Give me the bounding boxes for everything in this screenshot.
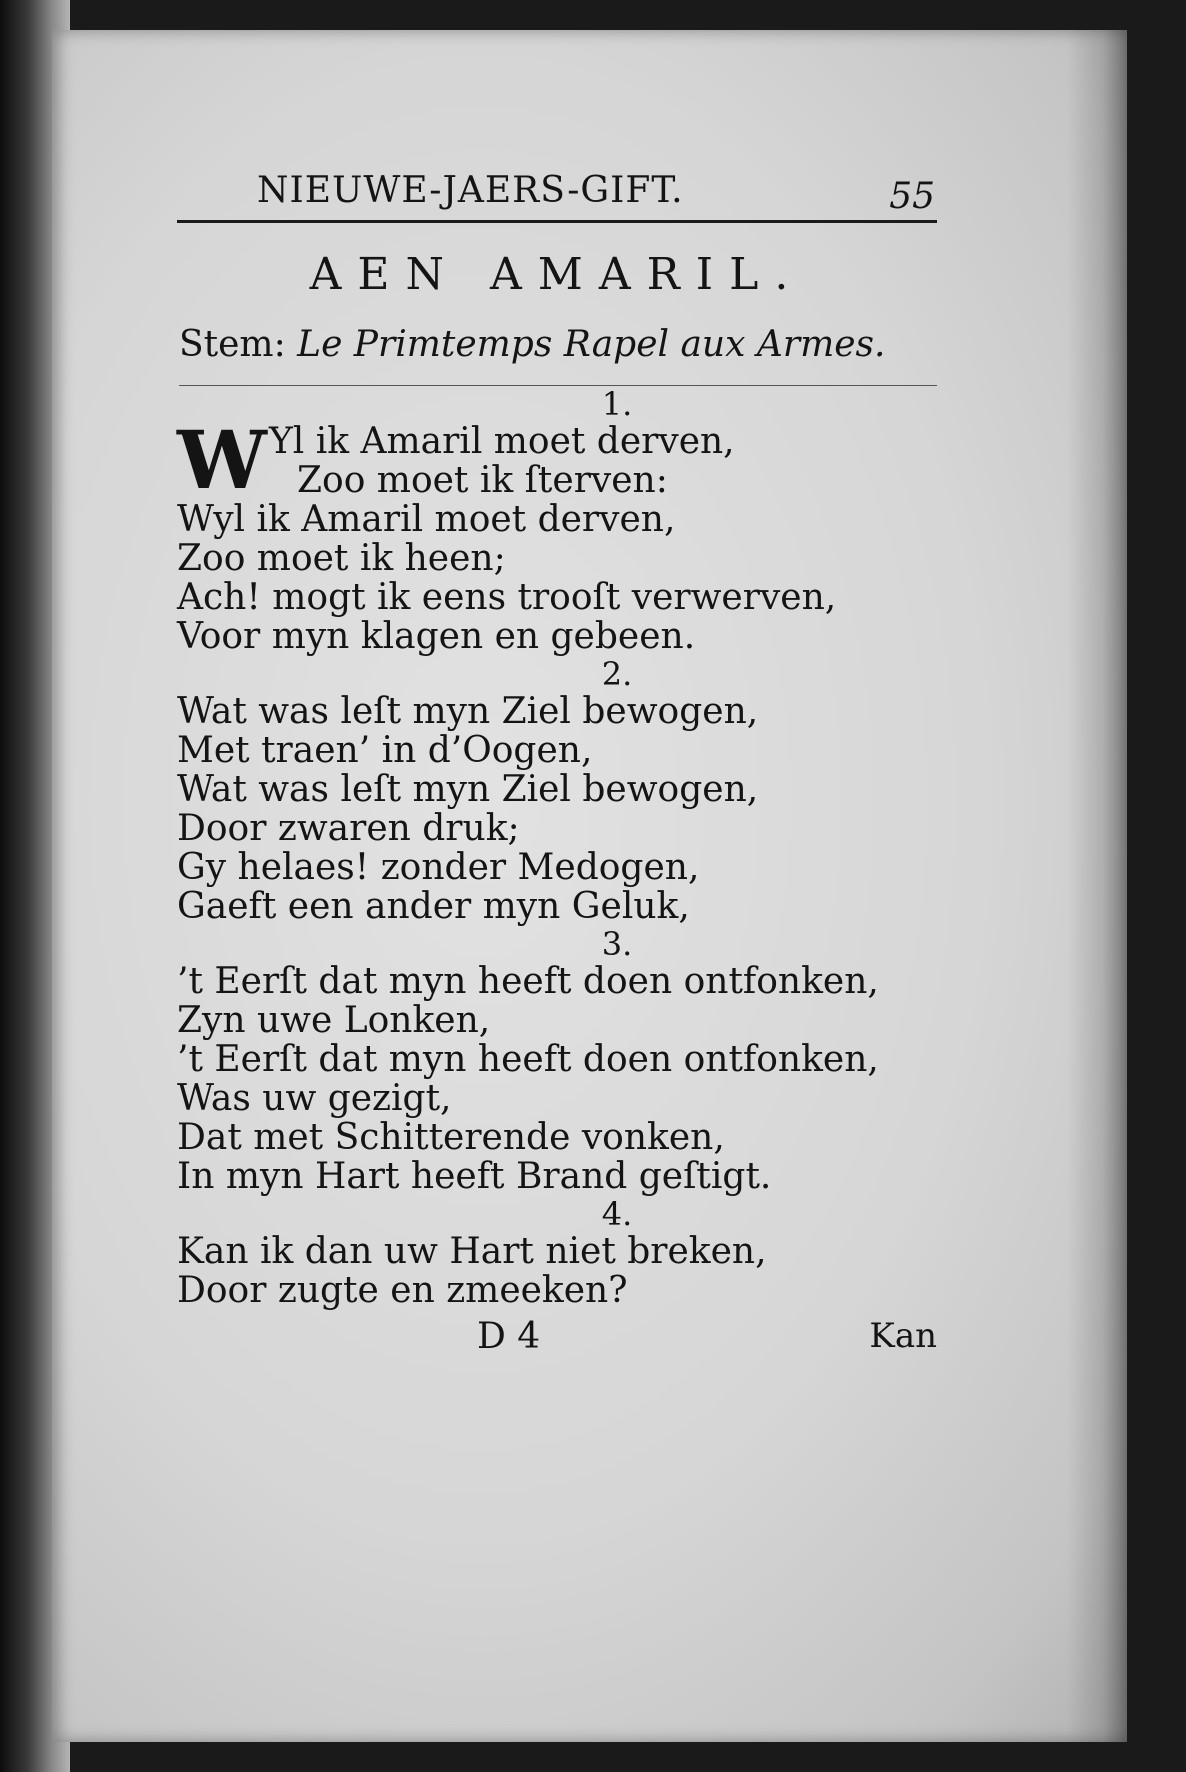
stanza-number: 4. bbox=[601, 1195, 633, 1233]
stanza-1 bbox=[177, 386, 937, 656]
tune-name: Le Primtemps Rapel aux Armes. bbox=[297, 324, 886, 365]
tune-label: Stem: bbox=[179, 324, 286, 365]
verse-line: Ach! mogt ik eens trooſt verwerven, bbox=[177, 577, 837, 618]
verse-line: Wat was leſt myn Ziel bewogen, bbox=[177, 769, 759, 810]
stanza-2 bbox=[177, 656, 937, 926]
verse-line: Kan ik dan uw Hart niet breken, bbox=[177, 1231, 767, 1272]
stanza-lines bbox=[177, 413, 937, 657]
page-number: 55 bbox=[889, 176, 935, 217]
signature-mark: D 4 bbox=[477, 1316, 541, 1357]
verse-line: Gaeft een ander myn Geluk, bbox=[177, 886, 690, 927]
verse-line: In myn Hart heeft Brand geſtigt. bbox=[177, 1156, 772, 1197]
page-content bbox=[177, 150, 937, 1366]
verse-line: Was uw gezigt, bbox=[177, 1078, 452, 1119]
stanza-number: 2. bbox=[601, 655, 633, 693]
page-edge-shadow bbox=[1067, 30, 1127, 1742]
poem-title: AEN AMARIL. bbox=[309, 249, 805, 300]
verse-line: Met traen’ in d’Oogen, bbox=[177, 730, 593, 771]
verse-line: Yl ik Amaril moet derven, bbox=[269, 421, 735, 462]
verse-line: Zoo moet ik heen; bbox=[177, 538, 506, 579]
stanza-number: 1. bbox=[601, 385, 633, 423]
verse-line: Wat was leſt myn Ziel bewogen, bbox=[177, 691, 759, 732]
verse-line: Door zugte en zmeeken? bbox=[177, 1270, 628, 1311]
verse-line: Voor myn klagen en gebeen. bbox=[177, 616, 696, 657]
verse-line: Door zwaren druk; bbox=[177, 808, 520, 849]
tune-indication bbox=[179, 324, 937, 386]
page-footer bbox=[177, 1316, 937, 1366]
verse-line: Dat met Schitterende vonken, bbox=[177, 1117, 725, 1158]
book-page bbox=[52, 30, 1127, 1742]
drop-cap: W bbox=[177, 413, 267, 507]
running-head: NIEUWE-JAERS-GIFT. bbox=[257, 170, 684, 211]
catchword: Kan bbox=[869, 1316, 937, 1356]
verse-line: ’t Eerſt dat myn heeft doen ontfonken, bbox=[177, 1039, 879, 1080]
verse-line: Gy helaes! zonder Medogen, bbox=[177, 847, 700, 888]
verse-line: Wyl ik Amaril moet derven, bbox=[177, 499, 676, 540]
stanza-number: 3. bbox=[601, 925, 633, 963]
stanza-4 bbox=[177, 1196, 937, 1310]
verse-line: ’t Eerſt dat myn heeft doen ontfonken, bbox=[177, 961, 879, 1002]
verse-line: Zyn uwe Lonken, bbox=[177, 1000, 491, 1041]
page-header bbox=[177, 150, 937, 223]
stanza-3 bbox=[177, 926, 937, 1196]
verse-line: Zoo moet ik ſterven: bbox=[297, 460, 668, 501]
